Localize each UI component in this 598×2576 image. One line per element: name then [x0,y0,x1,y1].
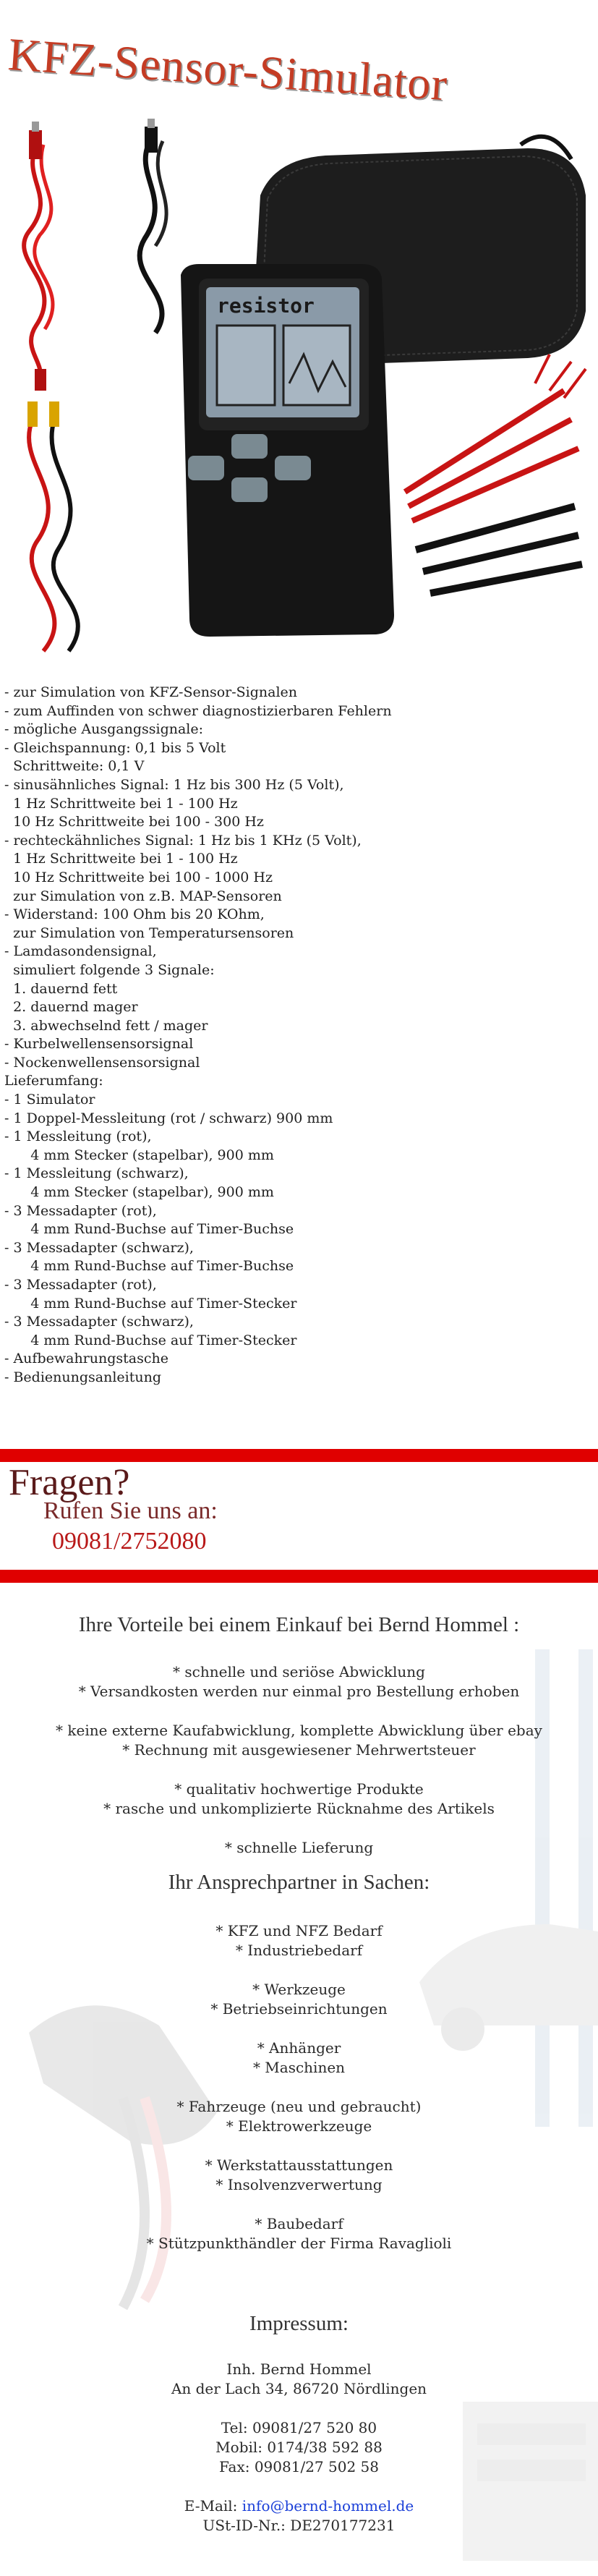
impressum-line [0,2399,598,2418]
spec-line: 10 Hz Schrittweite bei 100 - 1000 Hz [4,869,273,885]
email-line [0,2496,598,2516]
ansprechpartner-item [0,2078,598,2097]
spec-line: 2. dauernd mager [4,999,138,1016]
ansprechpartner-item: * Baubedarf [255,2215,343,2232]
fragen-heading: Fragen? [9,1462,130,1503]
spec-line: 4 mm Rund-Buchse auf Timer-Buchse [4,1258,294,1275]
ansprechpartner-heading: Ihr Ansprechpartner in Sachen: [168,1871,430,1894]
impressum-line: Tel: 09081/27 520 80 [221,2419,377,2436]
red-cable-image [24,122,53,391]
spec-line: 4 mm Rund-Buchse auf Timer-Stecker [4,1295,297,1312]
spec-line: 4 mm Rund-Buchse auf Timer-Stecker [4,1332,297,1348]
ansprechpartner-item: * Stützpunkthändler der Firma Ravaglioli [146,2235,452,2252]
spec-line: Lieferumfang: [4,1073,103,1089]
vorteile-item: * qualitativ hochwertige Produkte [174,1780,424,1798]
ansprechpartner-item [0,2195,598,2214]
spec-line: - 3 Messadapter (schwarz), [4,1314,194,1330]
simulator-device-image [181,264,394,637]
vorteile-item: * Rechnung mit ausgewiesener Mehrwertsteuer [122,1741,476,1759]
page-title: KFZ-Sensor-Simulator [6,27,450,111]
impressum-line: Inh. Bernd Hommel [226,2360,372,2378]
vorteile-item [0,1701,598,1721]
ansprechpartner-item: * Betriebseinrichtungen [210,2000,388,2018]
spec-line: 10 Hz Schrittweite bei 100 - 300 Hz [4,814,264,830]
vorteile-item: * Versandkosten werden nur einmal pro Bestellung erhoben [78,1683,520,1700]
vorteile-list [0,1662,598,1858]
device-screen-text: resistor [217,294,315,318]
spec-line: 1. dauernd fett [4,980,118,997]
spec-line: 1 Hz Schrittweite bei 1 - 100 Hz [4,795,238,812]
ansprechpartner-item [0,2136,598,2156]
spec-line: 4 mm Stecker (stapelbar), 900 mm [4,1184,274,1201]
spec-line: - Gleichspannung: 0,1 bis 5 Volt [4,739,226,756]
vorteile-item: * schnelle Lieferung [224,1839,374,1856]
vorteile-item: * rasche und unkomplizierte Rücknahme des Artikels [103,1800,495,1817]
black-cable-image [140,119,166,333]
spec-line: - 1 Doppel-Messleitung (rot / schwarz) 900 mm [4,1110,333,1126]
ansprechpartner-item: * Fahrzeuge (neu und gebraucht) [176,2098,422,2115]
vorteile-heading: Ihre Vorteile bei einem Einkauf bei Bernd Hommel : [78,1613,520,1636]
spec-line: zur Simulation von z.B. MAP-Sensoren [4,888,282,904]
divider-top [0,1449,598,1462]
vorteile-item [0,1760,598,1780]
impressum-line: Mobil: 0174/38 592 88 [215,2439,383,2456]
spec-line: - Bedienungsanleitung [4,1369,162,1385]
email-label: E-Mail: [184,2497,242,2515]
spec-line: simuliert folgende 3 Signale: [4,961,215,978]
ansprechpartner-item: * Anhänger [257,2039,341,2057]
spec-line: - mögliche Ausgangssignale: [4,721,204,738]
ansprechpartner-item: * Werkzeuge [252,1981,346,1998]
spec-line: - zur Simulation von KFZ-Sensor-Signalen [4,684,298,700]
impressum-line: An der Lach 34, 86720 Nördlingen [171,2380,427,2397]
spec-list [4,684,583,1387]
spec-line: - Aufbewahrungstasche [4,1351,168,1367]
spec-line: - Nockenwellensensorsignal [4,1054,200,1071]
spec-line: 4 mm Stecker (stapelbar), 900 mm [4,1147,274,1163]
spec-line: 1 Hz Schrittweite bei 1 - 100 Hz [4,851,238,867]
ansprechpartner-item: * KFZ und NFZ Bedarf [215,1922,383,1939]
impressum-heading: Impressum: [249,2312,349,2335]
spec-line: - zum Auffinden von schwer diagnostizierbaren Fehlern [4,702,392,719]
spec-line: - Kurbelwellensensorsignal [4,1036,194,1053]
vorteile-item: * schnelle und seriöse Abwicklung [173,1663,425,1680]
spec-line: - Widerstand: 100 Ohm bis 20 KOhm, [4,906,265,923]
ansprechpartner-item [0,2019,598,2039]
spec-line: - 3 Messadapter (rot), [4,1277,157,1293]
ansprechpartner-item: * Industriebedarf [235,1942,363,1959]
double-lead-image [27,401,78,651]
impressum-line: Fax: 09081/27 502 58 [219,2458,379,2475]
ansprechpartner-list [0,1921,598,2253]
spec-line: - 1 Messleitung (rot), [4,1128,152,1145]
spec-line: - sinusähnliches Signal: 1 Hz bis 300 Hz (5 Volt), [4,776,344,793]
ansprechpartner-item [0,1960,598,1980]
vorteile-item [0,1819,598,1838]
vorteile-item: * keine externe Kaufabwicklung, komplette Abwicklung über ebay [56,1722,542,1739]
impressum-line [0,2477,598,2496]
spec-line: - 1 Messleitung (schwarz), [4,1165,189,1182]
spec-line: 3. abwechselnd fett / mager [4,1017,208,1034]
ansprechpartner-item: * Insolvenzverwertung [215,2176,383,2193]
product-photo [0,116,598,658]
ansprechpartner-item: * Werkstattausstattungen [205,2156,393,2174]
phone-number: 09081/2752080 [52,1528,207,1555]
call-us-text: Rufen Sie uns an: [43,1497,218,1524]
ansprechpartner-item: * Elektrowerkzeuge [226,2117,372,2135]
spec-line: - rechteckähnliches Signal: 1 Hz bis 1 KHz (5 Volt), [4,832,362,849]
ust-id: USt-ID-Nr.: DE270177231 [202,2517,396,2534]
impressum-block [0,2360,598,2535]
email-link[interactable]: info@bernd-hommel.de [242,2497,414,2515]
spec-line: 4 mm Rund-Buchse auf Timer-Buchse [4,1221,294,1238]
spec-line: - Lamdasondensignal, [4,943,157,960]
adapters-image [405,354,586,593]
spec-line: - 1 Simulator [4,1092,95,1108]
spec-line: zur Simulation von Temperatursensoren [4,924,294,941]
spec-line: Schrittweite: 0,1 V [4,758,145,775]
spec-line: - 3 Messadapter (schwarz), [4,1239,194,1256]
spec-line: - 3 Messadapter (rot), [4,1202,157,1219]
ansprechpartner-item: * Maschinen [252,2059,346,2076]
